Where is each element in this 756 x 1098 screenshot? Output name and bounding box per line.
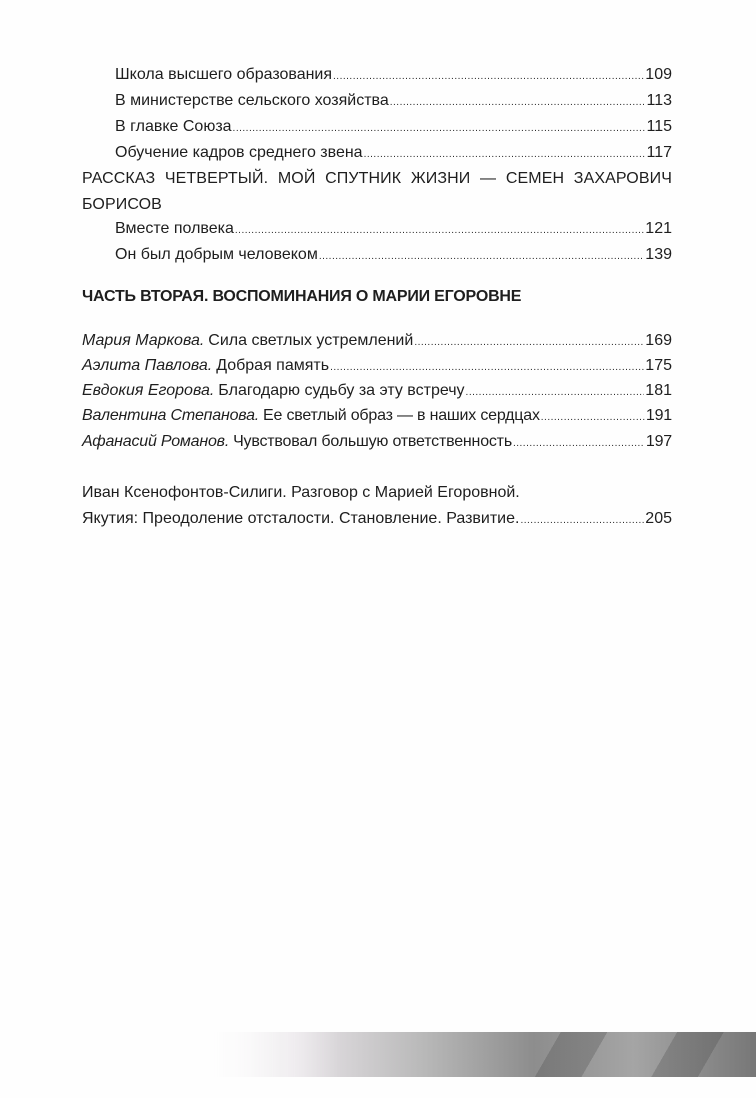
entry-title: Он был добрым человеком [115,246,318,263]
entry-title: Вместе полвека [115,220,234,237]
dot-leader [390,89,646,115]
entry-title: Ее светлый образ — в наших сердцах [263,407,540,424]
page-number: 121 [645,220,672,237]
entry-title: В главке Союза [115,118,232,135]
page-number: 175 [645,357,672,374]
toc-entry [82,354,672,378]
dot-leader [233,115,646,141]
page-number: 139 [645,246,672,263]
entry-title: Обучение кадров среднего звена [115,144,363,161]
page-number: 113 [646,92,672,109]
toc-entry [82,379,672,403]
entry-title: Сила светлых устремлений [208,332,414,349]
toc-entry [115,217,672,241]
dot-leader [541,404,645,430]
entry-author: Аэлита Павлова. [82,357,213,374]
dot-leader [520,507,644,533]
dot-leader [333,63,644,89]
toc-entry [82,404,672,428]
toc-entry [82,507,672,531]
page-number: 115 [646,118,672,135]
toc-entry [115,89,672,113]
entry-title: В министерстве сельского хозяйства [115,92,389,109]
appendix-line: Иван Ксенофонтов-Силиги. Разговор с Марией Егоровной. [82,484,520,501]
part-heading: ЧАСТЬ ВТОРАЯ. ВОСПОМИНАНИЯ О МАРИИ ЕГОРОВНЕ [82,288,522,305]
entry-author: Мария Маркова. [82,332,205,349]
toc-entry [82,430,672,454]
page-number: 109 [645,66,672,83]
entry-title: Добрая память [216,357,330,374]
toc-entry [82,329,672,353]
page-number: 191 [645,407,672,424]
dot-leader [319,243,644,269]
toc-entry [115,141,672,165]
dot-leader [235,217,644,243]
toc-entry [115,63,672,87]
page-number: 197 [645,433,672,450]
dot-leader [414,329,644,355]
entry-author: Афанасий Романов. [82,433,230,450]
dot-leader [513,430,645,456]
story-heading: РАССКАЗ ЧЕТВЕРТЫЙ. МОЙ СПУТНИК ЖИЗНИ — СЕМЕН ЗАХАРОВИЧ БОРИСОВ [82,170,672,213]
page-number: 181 [645,382,672,399]
entry-title: Благодарю судьбу за эту встречу [218,382,465,399]
dot-leader [466,379,645,405]
entry-author: Валентина Степанова. [82,407,260,424]
page-number: 169 [645,332,672,349]
page-number: 117 [646,144,672,161]
page-number: 205 [645,510,672,527]
entry-title: Школа высшего образования [115,66,333,83]
entry-title: Якутия: Преодоление отсталости. Становление. Развитие. [82,510,520,527]
entry-author: Евдокия Егорова. [82,382,215,399]
entry-title: Чувствовал большую ответственность [233,433,512,450]
dot-leader [330,354,644,380]
toc-entry [115,243,672,267]
dot-leader [364,141,646,167]
toc-entry [115,115,672,139]
decorative-footer-band [200,1032,756,1077]
